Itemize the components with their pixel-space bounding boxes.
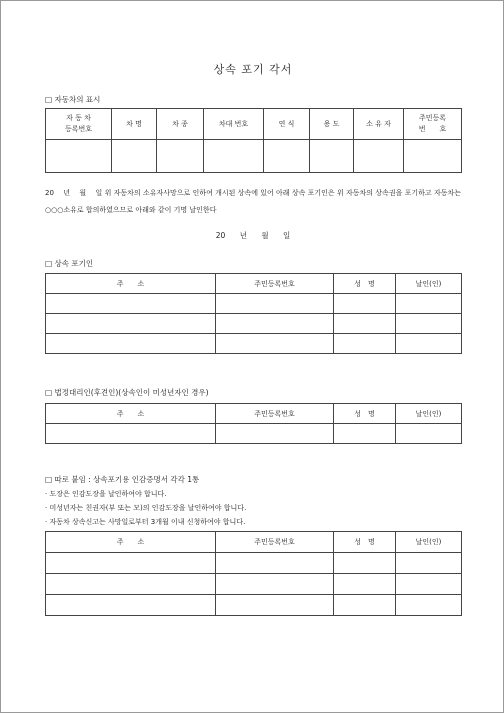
header-resident-number: 주민등록 번 호 <box>404 109 462 140</box>
cell-address[interactable] <box>46 595 216 616</box>
header-name: 성 명 <box>334 404 396 424</box>
attachment-header-row <box>46 532 462 553</box>
cell-resident-number[interactable] <box>216 314 334 334</box>
cell-resident-number[interactable] <box>216 334 334 354</box>
header-vehicle-name: 차 명 <box>112 109 157 140</box>
vehicle-table-header-row <box>46 109 462 140</box>
cell-registration-number[interactable] <box>46 140 112 173</box>
section-attachment-heading: □ 따로 붙임 : 상속포기용 인감증명서 각각 1통 <box>45 475 200 484</box>
header-seal: 날인(인) <box>396 274 462 294</box>
header-chassis-number: 차대 번호 <box>204 109 264 140</box>
cell-name[interactable] <box>334 574 396 595</box>
vehicle-table <box>45 108 462 173</box>
note-item: · 미성년자는 친권자(부 또는 모)의 인감도장을 날인하여야 합니다. <box>45 504 247 512</box>
cell-seal[interactable] <box>396 553 462 574</box>
cell-name[interactable] <box>334 314 396 334</box>
cell-resident-number[interactable] <box>404 140 462 173</box>
cell-address[interactable] <box>46 314 216 334</box>
table-row <box>46 334 462 354</box>
cell-address[interactable] <box>46 294 216 314</box>
header-owner: 소 유 자 <box>354 109 404 140</box>
table-row <box>46 294 462 314</box>
guardian-table <box>45 403 462 444</box>
renouncer-header-row <box>46 274 462 294</box>
attachment-table <box>45 531 462 616</box>
date-line: 20 년 월 일 <box>215 231 291 240</box>
cell-name[interactable] <box>334 334 396 354</box>
header-name: 성 명 <box>334 274 396 294</box>
statement-paragraph: 20 년 월 일 위 자동차의 소유자사망으로 인하여 개시된 상속에 있어 아래 상속 포기인은 위 자동차의 상속권을 포기하고 자동차는 ○○○소유로 합의하였으므로 아래와 같이 기명 날인한다 <box>45 189 461 214</box>
header-seal: 날인(인) <box>396 404 462 424</box>
cell-seal[interactable] <box>396 595 462 616</box>
renouncer-table <box>45 273 462 354</box>
cell-model-year[interactable] <box>264 140 310 173</box>
header-address: 주 소 <box>46 404 216 424</box>
cell-resident-number[interactable] <box>216 574 334 595</box>
cell-address[interactable] <box>46 574 216 595</box>
attachment-notes <box>45 487 246 529</box>
cell-resident-number[interactable] <box>216 294 334 314</box>
cell-seal[interactable] <box>396 334 462 354</box>
cell-resident-number[interactable] <box>216 595 334 616</box>
header-address: 주 소 <box>46 532 216 553</box>
cell-vehicle-type[interactable] <box>157 140 204 173</box>
guardian-header-row <box>46 404 462 424</box>
header-vehicle-type: 차 종 <box>157 109 204 140</box>
section-vehicle-heading: □ 자동차의 표시 <box>45 95 101 104</box>
cell-address[interactable] <box>46 424 216 444</box>
cell-seal[interactable] <box>396 294 462 314</box>
table-row <box>46 424 462 444</box>
cell-resident-number[interactable] <box>216 553 334 574</box>
cell-owner[interactable] <box>354 140 404 173</box>
header-registration-number: 자 동 차 등록번호 <box>46 109 112 140</box>
cell-seal[interactable] <box>396 574 462 595</box>
header-resident-number: 주민등록번호 <box>216 404 334 424</box>
note-item: · 도장은 인감도장을 날인하여야 합니다. <box>45 490 167 498</box>
cell-usage[interactable] <box>310 140 354 173</box>
document-title: 상속 포기 각서 <box>213 63 293 76</box>
header-seal: 날인(인) <box>396 532 462 553</box>
cell-vehicle-name[interactable] <box>112 140 157 173</box>
table-row <box>46 574 462 595</box>
section-guardian-heading: □ 법정대리인(후견인)(상속인이 미성년자인 경우) <box>45 388 209 397</box>
cell-chassis-number[interactable] <box>204 140 264 173</box>
header-resident-number: 주민등록번호 <box>216 274 334 294</box>
table-row <box>46 553 462 574</box>
header-address: 주 소 <box>46 274 216 294</box>
cell-address[interactable] <box>46 553 216 574</box>
cell-name[interactable] <box>334 294 396 314</box>
cell-name[interactable] <box>334 553 396 574</box>
cell-address[interactable] <box>46 334 216 354</box>
cell-seal[interactable] <box>396 424 462 444</box>
note-item: · 자동차 상속신고는 사망일로부터 3개월 이내 신청하여야 합니다. <box>45 518 246 526</box>
table-row <box>46 314 462 334</box>
header-name: 성 명 <box>334 532 396 553</box>
cell-resident-number[interactable] <box>216 424 334 444</box>
cell-seal[interactable] <box>396 314 462 334</box>
cell-name[interactable] <box>334 424 396 444</box>
cell-name[interactable] <box>334 595 396 616</box>
table-row <box>46 595 462 616</box>
header-model-year: 연 식 <box>264 109 310 140</box>
section-renouncer-heading: □ 상속 포기인 <box>45 259 94 268</box>
vehicle-table-row <box>46 140 462 173</box>
header-usage: 용 도 <box>310 109 354 140</box>
header-resident-number: 주민등록번호 <box>216 532 334 553</box>
